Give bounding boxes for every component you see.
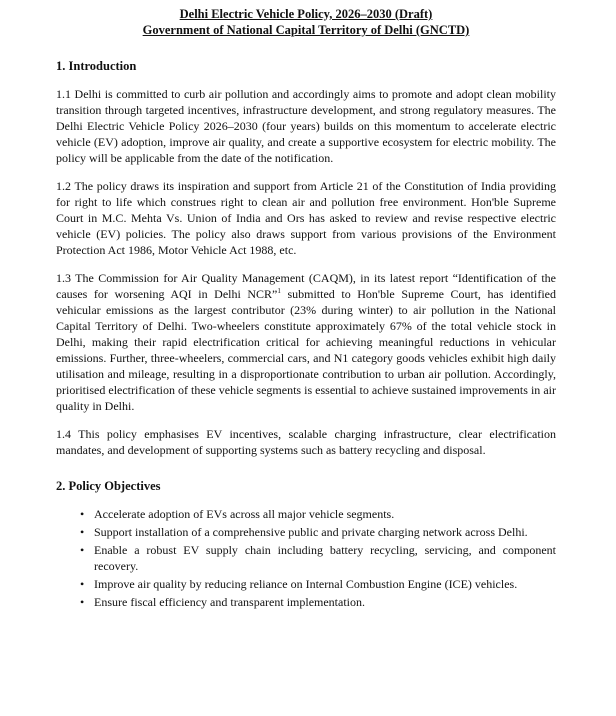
list-item-text: Support installation of a comprehensive public and private charging network across Delhi. [94,525,528,539]
list-item [80,576,556,592]
bullet-icon: • [80,595,85,609]
paragraph-1-4: 1.4 This policy emphasises EV incentives, scalable charging infrastructure, clear electrification mandates, and development of supporting systems such as battery recycling and disposal. [56,427,556,457]
paragraph-1-2: 1.2 The policy draws its inspiration and support from Article 21 of the Constitution of India providing for right to life which construes right to clean air and pollution free environment. Hon'ble Supreme Court in M.C. Mehta Vs. Union of India and Ors has asked to review and revise respective electric vehicle (EV) policies. The policy also draws support from various provisions of the Environment Protection Act 1986, Motor Vehicle Act 1988, etc. [56,179,556,257]
list-item-text: Ensure fiscal efficiency and transparent implementation. [94,595,366,609]
list-item [80,506,556,522]
document-title: Delhi Electric Vehicle Policy, 2026–2030 (Draft) [179,7,433,21]
list-item [80,542,556,574]
bullet-icon: • [80,507,85,521]
paragraph-1-3-text-a: 1.3 The Commission for Air Quality Management (CAQM), in its latest report “Identification of the causes for worsening AQI in Delhi NCR” [56,271,556,301]
document-subtitle: Government of National Capital Territory of Delhi (GNCTD) [142,23,470,37]
paragraph-1-1: 1.1 Delhi is committed to curb air pollution and accordingly aims to promote and adopt clean mobility transition through targeted incentives, infrastructure development, and strong regulatory measures. The Delhi Electric Vehicle Policy 2026–2030 (four years) builds on this momentum to accelerate electric vehicle (EV) adoption, improve air quality, and create a supportive ecosystem for electric mobility. The policy will be applicable from the date of the notification. [56,87,556,165]
section-heading-introduction: 1. Introduction [56,59,137,73]
list-item-text: Enable a robust EV supply chain including battery recycling, servicing, and component recovery. [94,543,556,573]
objectives-list [56,506,556,610]
list-item [80,594,556,610]
bullet-icon: • [80,543,85,557]
bullet-icon: • [80,577,85,591]
section-heading-objectives: 2. Policy Objectives [56,479,161,493]
footnote-marker: 1 [277,287,281,295]
list-item [80,524,556,540]
list-item-text: Improve air quality by reducing reliance on Internal Combustion Engine (ICE) vehicles. [94,577,518,591]
list-item-text: Accelerate adoption of EVs across all major vehicle segments. [94,507,395,521]
paragraph-1-3-text-b: submitted to Hon'ble Supreme Court, has identified vehicular emissions as the largest contributor (23% during winter) to air pollution in the National Capital Territory of Delhi. Two-wheelers constitute approximately 67% of the total vehicle stock in Delhi, making their rapid electrification critical for achieving meaningful reductions in vehicular emissions. Further, three-wheelers, commercial cars, and N1 category goods vehicles exhibit high daily utilisation and mileage, resulting in a disproportionate contribution to urban air pollution. Accordingly, prioritised electrification of these vehicle segments is essential to achieve sustained improvements in air quality in Delhi. [56,287,557,413]
bullet-icon: • [80,525,85,539]
paragraph-1-3 [56,270,556,414]
